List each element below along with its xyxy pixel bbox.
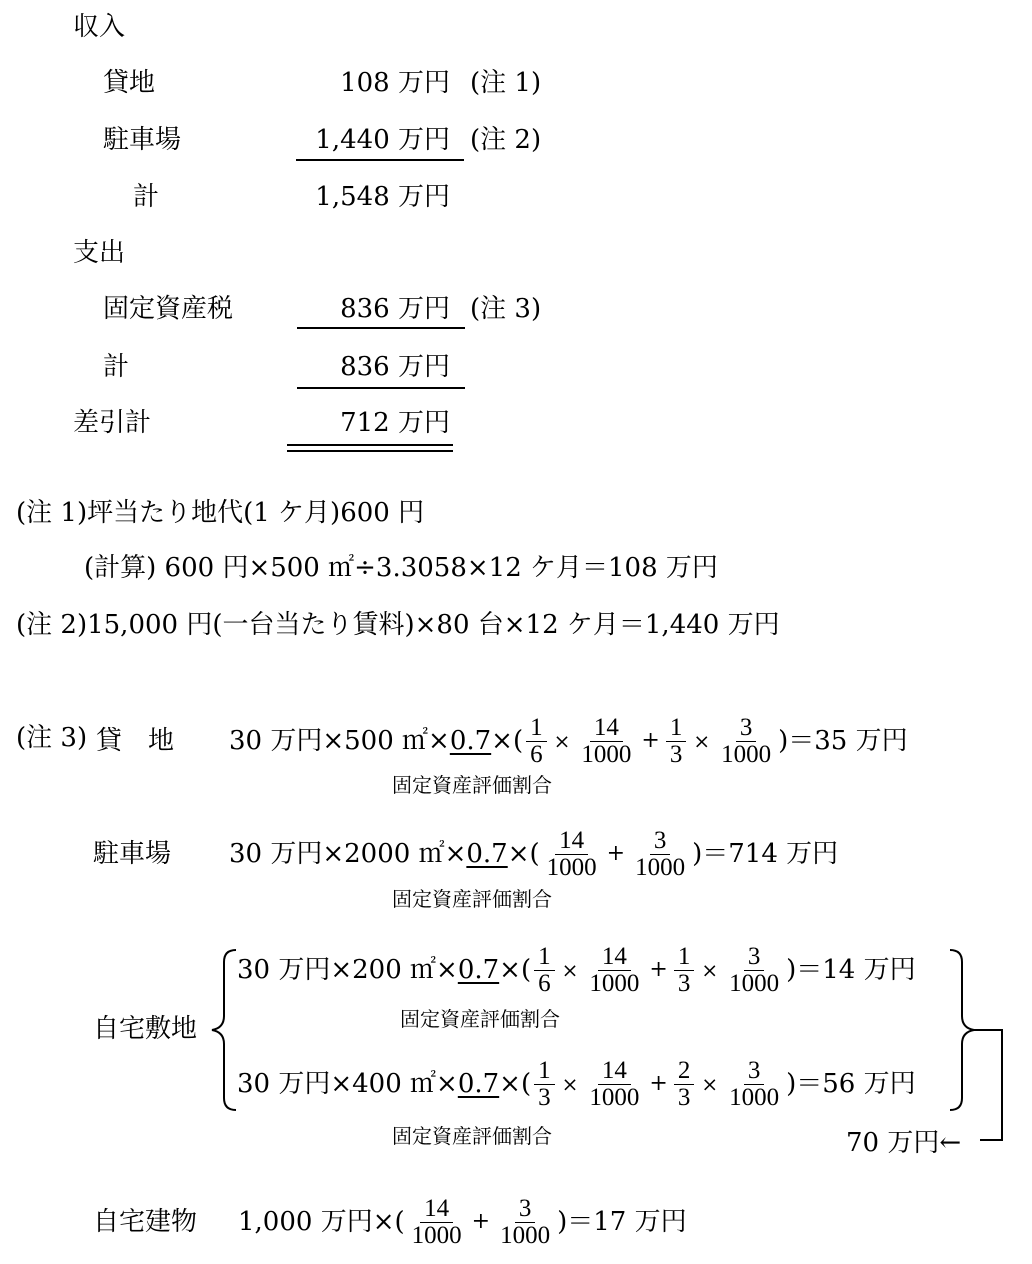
calc-tail-tatemono: )＝17 万円 — [557, 1207, 687, 1237]
plus-operator: + — [641, 728, 660, 753]
times-operator: × — [561, 958, 579, 982]
calc-head-tatemono: 1,000 万円×( — [238, 1207, 405, 1237]
plus-operator: + — [606, 841, 626, 866]
calc-tail-kashichi: )＝35 万円 — [778, 726, 908, 756]
expense-rule — [297, 327, 465, 329]
fraction-3-1000: $\frac{3}{1000}$ — [729, 1056, 780, 1111]
income-note-2: (注 2) — [470, 125, 542, 155]
note3-prefix: (注 3) — [16, 723, 88, 753]
fraction-14-1000: $\frac{14}{1000}$ — [411, 1194, 462, 1249]
calc-chushajo — [93, 826, 838, 882]
expense-total-amount: 836 万円 — [340, 352, 450, 382]
note1-line1: (注 1)坪当たり地代(1 ケ月)600 円 — [16, 498, 425, 528]
times-operator: × — [701, 958, 719, 982]
times-operator: × — [693, 729, 711, 753]
shikichi-total: 70 万円← — [846, 1128, 962, 1158]
plus-operator: + — [471, 1209, 491, 1234]
right-brace-icon — [944, 948, 1006, 1144]
fraction-1-3: $\frac{1}{3}$ — [666, 715, 687, 768]
fraction-1-6: $\frac{1}{6}$ — [534, 944, 555, 997]
fraction-3-1000: $\frac{3}{1000}$ — [721, 713, 772, 768]
calc-head-shikichi-2: 30 万円×400 ㎡× — [237, 1069, 458, 1099]
note2-line: (注 2)15,000 円(一台当たり賃料)×80 台×12 ケ月＝1,440 万円 — [16, 610, 780, 640]
rate-value: 0.7 — [457, 955, 500, 985]
calc-label-kashichi: 貸 地 — [96, 726, 175, 756]
calc-head-shikichi-1: 30 万円×200 ㎡× — [237, 955, 458, 985]
calc-kashichi — [96, 713, 908, 769]
note1-calc: (計算) 600 円×500 ㎡÷3.3058×12 ケ月＝108 万円 — [84, 553, 718, 583]
fraction-2-3: $\frac{2}{3}$ — [674, 1058, 695, 1111]
expense-label-kotei: 固定資産税 — [103, 294, 234, 324]
income-note-1: (注 1) — [470, 68, 542, 98]
rate-value: 0.7 — [457, 1069, 500, 1099]
income-amount-chushajo: 1,440 万円 — [315, 125, 450, 155]
calc-tail-shikichi-1: )＝14 万円 — [786, 955, 916, 985]
calc-tail-shikichi-2: )＝56 万円 — [786, 1069, 916, 1099]
net-amount: 712 万円 — [340, 408, 450, 438]
calc-label-tatemono: 自宅建物 — [93, 1207, 198, 1237]
expense-total-label: 計 — [103, 352, 130, 382]
fraction-14-1000: $\frac{14}{1000}$ — [546, 826, 597, 881]
income-total-label: 計 — [133, 182, 160, 212]
times-operator: × — [701, 1072, 719, 1096]
fraction-3-1000: $\frac{3}{1000}$ — [729, 942, 780, 997]
calc-head-kashichi: 30 万円×500 ㎡× — [229, 726, 450, 756]
rate-caption: 固定資産評価割合 — [392, 887, 552, 911]
fraction-1-3: $\frac{1}{3}$ — [674, 944, 695, 997]
net-label: 差引計 — [73, 408, 152, 438]
calc-shikichi-line2 — [237, 1056, 916, 1112]
income-label-kashichi: 貸地 — [103, 68, 156, 98]
income-subtotal-rule — [296, 159, 464, 161]
net-double-rule — [287, 444, 453, 452]
plus-operator: + — [649, 957, 668, 982]
rate-caption: 固定資産評価割合 — [400, 1007, 560, 1031]
calc-tail-chushajo: )＝714 万円 — [692, 839, 839, 869]
rate-caption: 固定資産評価割合 — [392, 1124, 552, 1148]
calc-head-chushajo: 30 万円×2000 ㎡× — [229, 839, 467, 869]
fraction-14-1000: $\frac{14}{1000}$ — [581, 713, 632, 768]
income-label-chushajo: 駐車場 — [103, 125, 182, 155]
calc-shikichi-line1 — [237, 942, 916, 998]
left-brace-icon — [206, 948, 240, 1112]
calc-label-chushajo: 駐車場 — [93, 839, 172, 869]
income-total-amount: 1,548 万円 — [315, 182, 450, 212]
expense-total-rule — [297, 387, 465, 389]
plus-operator: + — [649, 1071, 668, 1096]
fraction-14-1000: $\frac{14}{1000}$ — [589, 1056, 640, 1111]
calc-jitaku-tatemono — [93, 1194, 687, 1250]
fraction-1-3: $\frac{1}{3}$ — [534, 1058, 555, 1111]
fraction-3-1000: $\frac{3}{1000}$ — [500, 1194, 551, 1249]
rate-value: 0.7 — [449, 726, 492, 756]
income-amount-kashichi: 108 万円 — [340, 68, 450, 98]
times-paren: ×( — [491, 726, 524, 756]
times-paren: ×( — [499, 1069, 532, 1099]
fraction-1-6: $\frac{1}{6}$ — [526, 715, 547, 768]
rate-caption: 固定資産評価割合 — [392, 773, 552, 797]
times-operator: × — [561, 1072, 579, 1096]
expense-amount-kotei: 836 万円 — [340, 294, 450, 324]
expense-note-3: (注 3) — [470, 294, 542, 324]
fraction-14-1000: $\frac{14}{1000}$ — [589, 942, 640, 997]
calc-label-jitaku-shikichi: 自宅敷地 — [93, 1014, 198, 1044]
expense-heading: 支出 — [73, 238, 126, 268]
times-operator: × — [553, 729, 571, 753]
income-heading: 収入 — [73, 12, 126, 42]
times-paren: ×( — [507, 839, 540, 869]
rate-value: 0.7 — [466, 839, 508, 869]
times-paren: ×( — [499, 955, 532, 985]
fraction-3-1000: $\frac{3}{1000}$ — [635, 826, 686, 881]
